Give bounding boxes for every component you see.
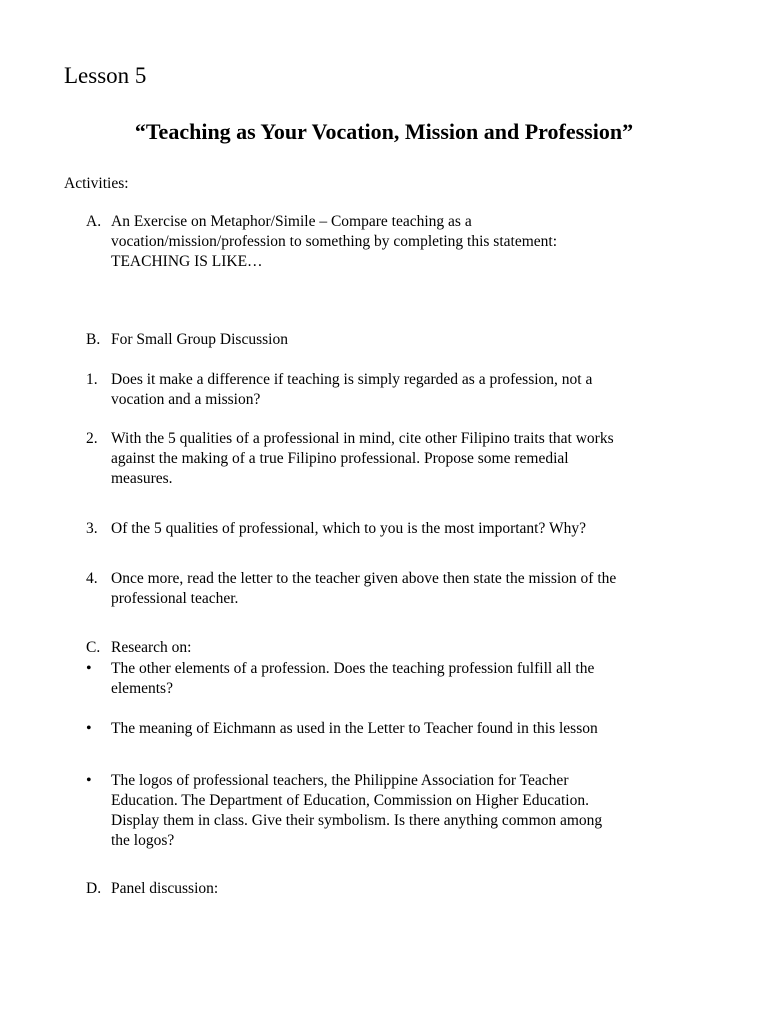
section-a-line-2: vocation/mission/profession to something by completing this statement: [111,233,558,250]
item-2-line-2: against the making of a true Filipino professional. Propose some remedial [111,450,569,467]
item-1-line-2: vocation and a mission? [111,391,261,408]
item-4-line-2: professional teacher. [111,590,239,607]
section-d-marker: D. [86,880,102,897]
section-c-heading: Research on: [111,639,192,656]
bullet-3-line-4: the logos? [111,832,175,849]
section-a-marker: A. [86,213,102,230]
item-3-marker: 3. [86,520,98,537]
bullet-2-symbol: • [86,720,92,737]
section-d-heading: Panel discussion: [111,880,219,897]
bullet-1-symbol: • [86,660,92,677]
activities-heading: Activities: [64,175,129,192]
lesson-label: Lesson 5 [64,63,147,88]
item-1-marker: 1. [86,371,98,388]
item-2-line-3: measures. [111,470,173,487]
item-2-marker: 2. [86,430,98,447]
section-b-heading: For Small Group Discussion [111,331,288,348]
section-b-marker: B. [86,331,101,348]
bullet-3-line-3: Display them in class. Give their symbolism. Is there anything common among [111,812,603,829]
section-a-line-1: An Exercise on Metaphor/Simile – Compare teaching as a [111,213,472,230]
section-c-marker: C. [86,639,101,656]
item-2-line-1: With the 5 qualities of a professional in mind, cite other Filipino traits that works [111,430,614,447]
bullet-2-line-1: The meaning of Eichmann as used in the Letter to Teacher found in this lesson [111,720,598,737]
bullet-3-symbol: • [86,772,92,789]
item-4-line-1: Once more, read the letter to the teacher given above then state the mission of the [111,570,617,587]
bullet-1-line-2: elements? [111,680,173,697]
bullet-3-line-2: Education. The Department of Education, Commission on Higher Education. [111,792,589,809]
item-1-line-1: Does it make a difference if teaching is simply regarded as a profession, not a [111,371,593,388]
document-title: “Teaching as Your Vocation, Mission and Profession” [134,119,634,144]
item-3-line-1: Of the 5 qualities of professional, which to you is the most important? Why? [111,520,586,537]
section-a-line-3: TEACHING IS LIKE… [111,253,263,270]
bullet-3-line-1: The logos of professional teachers, the Philippine Association for Teacher [111,772,569,789]
bullet-1-line-1: The other elements of a profession. Does the teaching profession fulfill all the [111,660,595,677]
item-4-marker: 4. [86,570,98,587]
